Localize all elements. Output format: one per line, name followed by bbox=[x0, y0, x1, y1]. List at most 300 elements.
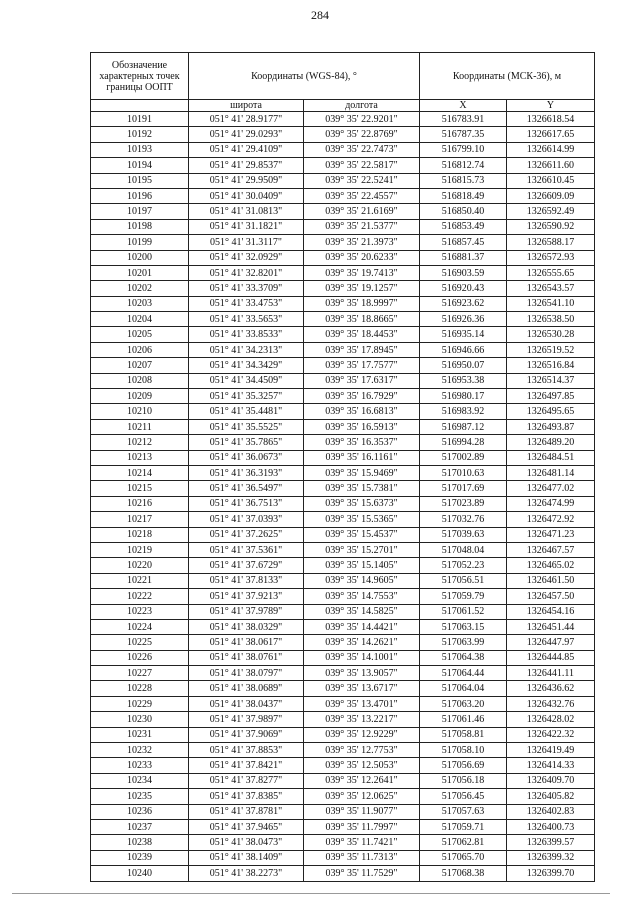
y-coord-cell: 1326555.65 bbox=[507, 265, 595, 280]
x-coord-cell: 517058.10 bbox=[420, 743, 507, 758]
y-coord-cell: 1326441.11 bbox=[507, 666, 595, 681]
y-coord-cell: 1326618.54 bbox=[507, 112, 595, 127]
table-row bbox=[91, 112, 595, 127]
table-row bbox=[91, 296, 595, 311]
latitude-cell: 051° 41' 31.0813" bbox=[189, 204, 304, 219]
longitude-cell: 039° 35' 22.5241" bbox=[304, 173, 420, 188]
longitude-cell: 039° 35' 15.2701" bbox=[304, 542, 420, 557]
longitude-cell: 039° 35' 22.9201" bbox=[304, 112, 420, 127]
table-row bbox=[91, 835, 595, 850]
x-coord-cell: 516799.10 bbox=[420, 142, 507, 157]
table-row bbox=[91, 650, 595, 665]
point-id-cell: 10217 bbox=[91, 512, 189, 527]
longitude-cell: 039° 35' 15.7381" bbox=[304, 481, 420, 496]
x-coord-cell: 517059.79 bbox=[420, 589, 507, 604]
table-row bbox=[91, 758, 595, 773]
y-coord-cell: 1326405.82 bbox=[507, 789, 595, 804]
table-row bbox=[91, 558, 595, 573]
point-id-cell: 10209 bbox=[91, 389, 189, 404]
header-y: Y bbox=[507, 100, 595, 112]
point-id-cell: 10195 bbox=[91, 173, 189, 188]
latitude-cell: 051° 41' 38.0689" bbox=[189, 681, 304, 696]
table-row bbox=[91, 158, 595, 173]
latitude-cell: 051° 41' 37.8277" bbox=[189, 773, 304, 788]
y-coord-cell: 1326436.62 bbox=[507, 681, 595, 696]
page-number: 284 bbox=[311, 8, 329, 22]
latitude-cell: 051° 41' 29.9509" bbox=[189, 173, 304, 188]
y-coord-cell: 1326457.50 bbox=[507, 589, 595, 604]
y-coord-cell: 1326614.99 bbox=[507, 142, 595, 157]
longitude-cell: 039° 35' 20.6233" bbox=[304, 250, 420, 265]
x-coord-cell: 517056.45 bbox=[420, 789, 507, 804]
longitude-cell: 039° 35' 11.9077" bbox=[304, 804, 420, 819]
latitude-cell: 051° 41' 32.0929" bbox=[189, 250, 304, 265]
y-coord-cell: 1326495.65 bbox=[507, 404, 595, 419]
longitude-cell: 039° 35' 14.9605" bbox=[304, 573, 420, 588]
latitude-cell: 051° 41' 33.5653" bbox=[189, 312, 304, 327]
table-row bbox=[91, 712, 595, 727]
table-row bbox=[91, 527, 595, 542]
point-id-cell: 10234 bbox=[91, 773, 189, 788]
latitude-cell: 051° 41' 35.7865" bbox=[189, 435, 304, 450]
y-coord-cell: 1326610.45 bbox=[507, 173, 595, 188]
table-row bbox=[91, 373, 595, 388]
table-row bbox=[91, 866, 595, 881]
point-id-cell: 10225 bbox=[91, 635, 189, 650]
x-coord-cell: 517023.89 bbox=[420, 496, 507, 511]
point-id-cell: 10215 bbox=[91, 481, 189, 496]
table-row bbox=[91, 619, 595, 634]
latitude-cell: 051° 41' 28.9177" bbox=[189, 112, 304, 127]
table-row bbox=[91, 419, 595, 434]
latitude-cell: 051° 41' 36.0673" bbox=[189, 450, 304, 465]
latitude-cell: 051° 41' 34.2313" bbox=[189, 342, 304, 357]
table-row bbox=[91, 512, 595, 527]
longitude-cell: 039° 35' 17.7577" bbox=[304, 358, 420, 373]
y-coord-cell: 1326454.16 bbox=[507, 604, 595, 619]
table-row bbox=[91, 173, 595, 188]
y-coord-cell: 1326474.99 bbox=[507, 496, 595, 511]
y-coord-cell: 1326428.02 bbox=[507, 712, 595, 727]
x-coord-cell: 517064.44 bbox=[420, 666, 507, 681]
latitude-cell: 051° 41' 38.0617" bbox=[189, 635, 304, 650]
x-coord-cell: 516853.49 bbox=[420, 219, 507, 234]
longitude-cell: 039° 35' 21.6169" bbox=[304, 204, 420, 219]
longitude-cell: 039° 35' 13.4701" bbox=[304, 696, 420, 711]
point-id-cell: 10197 bbox=[91, 204, 189, 219]
x-coord-cell: 517052.23 bbox=[420, 558, 507, 573]
longitude-cell: 039° 35' 15.9469" bbox=[304, 465, 420, 480]
y-coord-cell: 1326402.83 bbox=[507, 804, 595, 819]
x-coord-cell: 517061.52 bbox=[420, 604, 507, 619]
point-id-cell: 10210 bbox=[91, 404, 189, 419]
latitude-cell: 051° 41' 36.7513" bbox=[189, 496, 304, 511]
latitude-cell: 051° 41' 37.9069" bbox=[189, 727, 304, 742]
table-row bbox=[91, 219, 595, 234]
x-coord-cell: 516946.66 bbox=[420, 342, 507, 357]
point-id-cell: 10235 bbox=[91, 789, 189, 804]
x-coord-cell: 516783.91 bbox=[420, 112, 507, 127]
table-row bbox=[91, 465, 595, 480]
latitude-cell: 051° 41' 37.5361" bbox=[189, 542, 304, 557]
longitude-cell: 039° 35' 11.7313" bbox=[304, 850, 420, 865]
header-wgs: Координаты (WGS-84), ° bbox=[189, 53, 420, 100]
y-coord-cell: 1326467.57 bbox=[507, 542, 595, 557]
latitude-cell: 051° 41' 37.8133" bbox=[189, 573, 304, 588]
x-coord-cell: 517064.38 bbox=[420, 650, 507, 665]
point-id-cell: 10214 bbox=[91, 465, 189, 480]
longitude-cell: 039° 35' 12.9229" bbox=[304, 727, 420, 742]
x-coord-cell: 517039.63 bbox=[420, 527, 507, 542]
latitude-cell: 051° 41' 36.5497" bbox=[189, 481, 304, 496]
latitude-cell: 051° 41' 29.8537" bbox=[189, 158, 304, 173]
y-coord-cell: 1326432.76 bbox=[507, 696, 595, 711]
point-id-cell: 10201 bbox=[91, 265, 189, 280]
point-id-cell: 10207 bbox=[91, 358, 189, 373]
x-coord-cell: 517064.04 bbox=[420, 681, 507, 696]
point-id-cell: 10216 bbox=[91, 496, 189, 511]
longitude-cell: 039° 35' 14.4421" bbox=[304, 619, 420, 634]
longitude-cell: 039° 35' 16.6813" bbox=[304, 404, 420, 419]
longitude-cell: 039° 35' 22.4557" bbox=[304, 188, 420, 203]
table-row bbox=[91, 327, 595, 342]
longitude-cell: 039° 35' 11.7997" bbox=[304, 819, 420, 834]
latitude-cell: 051° 41' 37.9213" bbox=[189, 589, 304, 604]
point-id-cell: 10230 bbox=[91, 712, 189, 727]
y-coord-cell: 1326472.92 bbox=[507, 512, 595, 527]
latitude-cell: 051° 41' 38.0797" bbox=[189, 666, 304, 681]
header-msk: Координаты (МСК-36), м bbox=[420, 53, 595, 100]
table-row bbox=[91, 188, 595, 203]
x-coord-cell: 517065.70 bbox=[420, 850, 507, 865]
table-row bbox=[91, 681, 595, 696]
table-row bbox=[91, 573, 595, 588]
longitude-cell: 039° 35' 18.9997" bbox=[304, 296, 420, 311]
longitude-cell: 039° 35' 18.4453" bbox=[304, 327, 420, 342]
longitude-cell: 039° 35' 21.3973" bbox=[304, 235, 420, 250]
table-body bbox=[91, 112, 595, 882]
x-coord-cell: 517057.63 bbox=[420, 804, 507, 819]
table-row bbox=[91, 265, 595, 280]
table-row bbox=[91, 342, 595, 357]
x-coord-cell: 516903.59 bbox=[420, 265, 507, 280]
table-row bbox=[91, 635, 595, 650]
longitude-cell: 039° 35' 16.5913" bbox=[304, 419, 420, 434]
latitude-cell: 051° 41' 37.9789" bbox=[189, 604, 304, 619]
x-coord-cell: 516787.35 bbox=[420, 127, 507, 142]
longitude-cell: 039° 35' 21.5377" bbox=[304, 219, 420, 234]
longitude-cell: 039° 35' 14.1001" bbox=[304, 650, 420, 665]
y-coord-cell: 1326497.85 bbox=[507, 389, 595, 404]
longitude-cell: 039° 35' 15.4537" bbox=[304, 527, 420, 542]
table-row bbox=[91, 743, 595, 758]
point-id-cell: 10206 bbox=[91, 342, 189, 357]
table-row bbox=[91, 404, 595, 419]
longitude-cell: 039° 35' 14.2621" bbox=[304, 635, 420, 650]
x-coord-cell: 516812.74 bbox=[420, 158, 507, 173]
longitude-cell: 039° 35' 16.1161" bbox=[304, 450, 420, 465]
y-coord-cell: 1326538.50 bbox=[507, 312, 595, 327]
table-row bbox=[91, 358, 595, 373]
longitude-cell: 039° 35' 12.5053" bbox=[304, 758, 420, 773]
x-coord-cell: 516953.38 bbox=[420, 373, 507, 388]
longitude-cell: 039° 35' 22.8769" bbox=[304, 127, 420, 142]
y-coord-cell: 1326609.09 bbox=[507, 188, 595, 203]
x-coord-cell: 516857.45 bbox=[420, 235, 507, 250]
longitude-cell: 039° 35' 13.9057" bbox=[304, 666, 420, 681]
y-coord-cell: 1326514.37 bbox=[507, 373, 595, 388]
x-coord-cell: 517068.38 bbox=[420, 866, 507, 881]
latitude-cell: 051° 41' 38.2273" bbox=[189, 866, 304, 881]
y-coord-cell: 1326399.57 bbox=[507, 835, 595, 850]
table-row bbox=[91, 389, 595, 404]
latitude-cell: 051° 41' 33.3709" bbox=[189, 281, 304, 296]
x-coord-cell: 517010.63 bbox=[420, 465, 507, 480]
y-coord-cell: 1326471.23 bbox=[507, 527, 595, 542]
longitude-cell: 039° 35' 12.7753" bbox=[304, 743, 420, 758]
point-id-cell: 10222 bbox=[91, 589, 189, 604]
point-id-cell: 10191 bbox=[91, 112, 189, 127]
longitude-cell: 039° 35' 11.7529" bbox=[304, 866, 420, 881]
latitude-cell: 051° 41' 38.0473" bbox=[189, 835, 304, 850]
y-coord-cell: 1326477.02 bbox=[507, 481, 595, 496]
longitude-cell: 039° 35' 15.6373" bbox=[304, 496, 420, 511]
x-coord-cell: 517056.51 bbox=[420, 573, 507, 588]
x-coord-cell: 516987.12 bbox=[420, 419, 507, 434]
point-id-cell: 10221 bbox=[91, 573, 189, 588]
point-id-cell: 10238 bbox=[91, 835, 189, 850]
longitude-cell: 039° 35' 22.7473" bbox=[304, 142, 420, 157]
point-id-cell: 10224 bbox=[91, 619, 189, 634]
table-row bbox=[91, 789, 595, 804]
longitude-cell: 039° 35' 19.7413" bbox=[304, 265, 420, 280]
longitude-cell: 039° 35' 12.0625" bbox=[304, 789, 420, 804]
longitude-cell: 039° 35' 15.1405" bbox=[304, 558, 420, 573]
point-id-cell: 10196 bbox=[91, 188, 189, 203]
y-coord-cell: 1326422.32 bbox=[507, 727, 595, 742]
latitude-cell: 051° 41' 38.0437" bbox=[189, 696, 304, 711]
x-coord-cell: 516983.92 bbox=[420, 404, 507, 419]
latitude-cell: 051° 41' 31.3117" bbox=[189, 235, 304, 250]
x-coord-cell: 516818.49 bbox=[420, 188, 507, 203]
point-id-cell: 10228 bbox=[91, 681, 189, 696]
point-id-cell: 10227 bbox=[91, 666, 189, 681]
y-coord-cell: 1326461.50 bbox=[507, 573, 595, 588]
point-id-cell: 10202 bbox=[91, 281, 189, 296]
table-row bbox=[91, 450, 595, 465]
x-coord-cell: 516950.07 bbox=[420, 358, 507, 373]
point-id-cell: 10205 bbox=[91, 327, 189, 342]
latitude-cell: 051° 41' 32.8201" bbox=[189, 265, 304, 280]
header-point: Обозначение характерных точек границы ООПТ bbox=[91, 53, 189, 100]
point-id-cell: 10231 bbox=[91, 727, 189, 742]
table-row bbox=[91, 604, 595, 619]
x-coord-cell: 517063.99 bbox=[420, 635, 507, 650]
point-id-cell: 10212 bbox=[91, 435, 189, 450]
table-row bbox=[91, 281, 595, 296]
point-id-cell: 10240 bbox=[91, 866, 189, 881]
latitude-cell: 051° 41' 37.8853" bbox=[189, 743, 304, 758]
coordinates-table bbox=[90, 52, 595, 882]
x-coord-cell: 517002.89 bbox=[420, 450, 507, 465]
longitude-cell: 039° 35' 22.5817" bbox=[304, 158, 420, 173]
latitude-cell: 051° 41' 33.8533" bbox=[189, 327, 304, 342]
longitude-cell: 039° 35' 13.6717" bbox=[304, 681, 420, 696]
y-coord-cell: 1326493.87 bbox=[507, 419, 595, 434]
point-id-cell: 10211 bbox=[91, 419, 189, 434]
point-id-cell: 10204 bbox=[91, 312, 189, 327]
point-id-cell: 10226 bbox=[91, 650, 189, 665]
point-id-cell: 10236 bbox=[91, 804, 189, 819]
x-coord-cell: 516920.43 bbox=[420, 281, 507, 296]
x-coord-cell: 517032.76 bbox=[420, 512, 507, 527]
table-row bbox=[91, 481, 595, 496]
x-coord-cell: 517063.20 bbox=[420, 696, 507, 711]
point-id-cell: 10199 bbox=[91, 235, 189, 250]
table-row bbox=[91, 696, 595, 711]
y-coord-cell: 1326592.49 bbox=[507, 204, 595, 219]
y-coord-cell: 1326590.92 bbox=[507, 219, 595, 234]
latitude-cell: 051° 41' 29.0293" bbox=[189, 127, 304, 142]
y-coord-cell: 1326516.84 bbox=[507, 358, 595, 373]
point-id-cell: 10213 bbox=[91, 450, 189, 465]
table-row bbox=[91, 819, 595, 834]
table-row bbox=[91, 250, 595, 265]
point-id-cell: 10200 bbox=[91, 250, 189, 265]
point-id-cell: 10232 bbox=[91, 743, 189, 758]
point-id-cell: 10239 bbox=[91, 850, 189, 865]
latitude-cell: 051° 41' 35.4481" bbox=[189, 404, 304, 419]
longitude-cell: 039° 35' 14.5825" bbox=[304, 604, 420, 619]
footer-divider bbox=[12, 893, 610, 894]
table-row bbox=[91, 127, 595, 142]
latitude-cell: 051° 41' 34.3429" bbox=[189, 358, 304, 373]
y-coord-cell: 1326543.57 bbox=[507, 281, 595, 296]
latitude-cell: 051° 41' 37.9465" bbox=[189, 819, 304, 834]
y-coord-cell: 1326572.93 bbox=[507, 250, 595, 265]
point-id-cell: 10219 bbox=[91, 542, 189, 557]
point-id-cell: 10223 bbox=[91, 604, 189, 619]
longitude-cell: 039° 35' 13.2217" bbox=[304, 712, 420, 727]
latitude-cell: 051° 41' 37.8385" bbox=[189, 789, 304, 804]
point-id-cell: 10194 bbox=[91, 158, 189, 173]
latitude-cell: 051° 41' 33.4753" bbox=[189, 296, 304, 311]
table-row bbox=[91, 666, 595, 681]
point-id-cell: 10229 bbox=[91, 696, 189, 711]
y-coord-cell: 1326588.17 bbox=[507, 235, 595, 250]
longitude-cell: 039° 35' 18.8665" bbox=[304, 312, 420, 327]
x-coord-cell: 517063.15 bbox=[420, 619, 507, 634]
table-row bbox=[91, 496, 595, 511]
table-row bbox=[91, 589, 595, 604]
x-coord-cell: 517048.04 bbox=[420, 542, 507, 557]
y-coord-cell: 1326465.02 bbox=[507, 558, 595, 573]
table-row bbox=[91, 142, 595, 157]
latitude-cell: 051° 41' 37.8781" bbox=[189, 804, 304, 819]
longitude-cell: 039° 35' 19.1257" bbox=[304, 281, 420, 296]
table-row bbox=[91, 773, 595, 788]
y-coord-cell: 1326530.28 bbox=[507, 327, 595, 342]
table-row bbox=[91, 312, 595, 327]
latitude-cell: 051° 41' 37.0393" bbox=[189, 512, 304, 527]
y-coord-cell: 1326414.33 bbox=[507, 758, 595, 773]
table-row bbox=[91, 235, 595, 250]
x-coord-cell: 516815.73 bbox=[420, 173, 507, 188]
x-coord-cell: 516881.37 bbox=[420, 250, 507, 265]
longitude-cell: 039° 35' 17.6317" bbox=[304, 373, 420, 388]
y-coord-cell: 1326400.73 bbox=[507, 819, 595, 834]
latitude-cell: 051° 41' 38.0329" bbox=[189, 619, 304, 634]
x-coord-cell: 516994.28 bbox=[420, 435, 507, 450]
y-coord-cell: 1326484.51 bbox=[507, 450, 595, 465]
latitude-cell: 051° 41' 37.8421" bbox=[189, 758, 304, 773]
header-lon: долгота bbox=[304, 100, 420, 112]
point-id-cell: 10192 bbox=[91, 127, 189, 142]
header-lat: широта bbox=[189, 100, 304, 112]
x-coord-cell: 517017.69 bbox=[420, 481, 507, 496]
header-x: X bbox=[420, 100, 507, 112]
latitude-cell: 051° 41' 31.1821" bbox=[189, 219, 304, 234]
y-coord-cell: 1326451.44 bbox=[507, 619, 595, 634]
table-row bbox=[91, 850, 595, 865]
y-coord-cell: 1326409.70 bbox=[507, 773, 595, 788]
table-row bbox=[91, 727, 595, 742]
y-coord-cell: 1326419.49 bbox=[507, 743, 595, 758]
x-coord-cell: 516980.17 bbox=[420, 389, 507, 404]
longitude-cell: 039° 35' 15.5365" bbox=[304, 512, 420, 527]
x-coord-cell: 516926.36 bbox=[420, 312, 507, 327]
x-coord-cell: 517059.71 bbox=[420, 819, 507, 834]
x-coord-cell: 517058.81 bbox=[420, 727, 507, 742]
point-id-cell: 10208 bbox=[91, 373, 189, 388]
y-coord-cell: 1326541.10 bbox=[507, 296, 595, 311]
longitude-cell: 039° 35' 17.8945" bbox=[304, 342, 420, 357]
latitude-cell: 051° 41' 37.6729" bbox=[189, 558, 304, 573]
latitude-cell: 051° 41' 30.0409" bbox=[189, 188, 304, 203]
point-id-cell: 10237 bbox=[91, 819, 189, 834]
x-coord-cell: 516935.14 bbox=[420, 327, 507, 342]
point-id-cell: 10233 bbox=[91, 758, 189, 773]
table-row bbox=[91, 804, 595, 819]
y-coord-cell: 1326399.70 bbox=[507, 866, 595, 881]
point-id-cell: 10218 bbox=[91, 527, 189, 542]
x-coord-cell: 517056.69 bbox=[420, 758, 507, 773]
header-empty bbox=[91, 100, 189, 112]
latitude-cell: 051° 41' 35.5525" bbox=[189, 419, 304, 434]
x-coord-cell: 517056.18 bbox=[420, 773, 507, 788]
latitude-cell: 051° 41' 36.3193" bbox=[189, 465, 304, 480]
longitude-cell: 039° 35' 11.7421" bbox=[304, 835, 420, 850]
y-coord-cell: 1326617.65 bbox=[507, 127, 595, 142]
longitude-cell: 039° 35' 16.3537" bbox=[304, 435, 420, 450]
point-id-cell: 10198 bbox=[91, 219, 189, 234]
y-coord-cell: 1326399.32 bbox=[507, 850, 595, 865]
point-id-cell: 10193 bbox=[91, 142, 189, 157]
latitude-cell: 051° 41' 38.0761" bbox=[189, 650, 304, 665]
point-id-cell: 10203 bbox=[91, 296, 189, 311]
x-coord-cell: 516923.62 bbox=[420, 296, 507, 311]
y-coord-cell: 1326489.20 bbox=[507, 435, 595, 450]
latitude-cell: 051° 41' 35.3257" bbox=[189, 389, 304, 404]
x-coord-cell: 516850.40 bbox=[420, 204, 507, 219]
y-coord-cell: 1326519.52 bbox=[507, 342, 595, 357]
x-coord-cell: 517061.46 bbox=[420, 712, 507, 727]
longitude-cell: 039° 35' 14.7553" bbox=[304, 589, 420, 604]
table-row bbox=[91, 542, 595, 557]
x-coord-cell: 517062.81 bbox=[420, 835, 507, 850]
latitude-cell: 051° 41' 29.4109" bbox=[189, 142, 304, 157]
point-id-cell: 10220 bbox=[91, 558, 189, 573]
